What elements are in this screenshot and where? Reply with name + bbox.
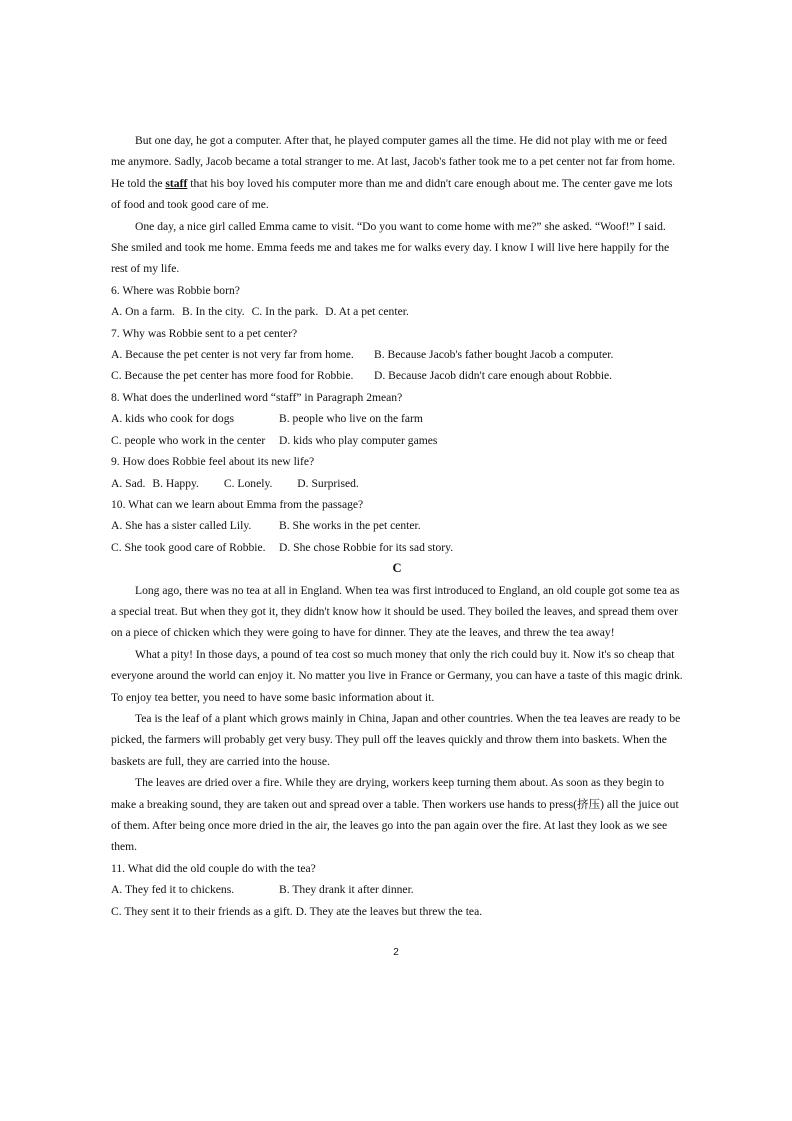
- option-a: A. She has a sister called Lily.: [111, 519, 252, 533]
- option-c: C. Because the pet center has more food for Robbie.: [111, 369, 354, 383]
- passage-c-paragraph-1: Long ago, there was no tea at all in England. When tea was first introduced to England, an old couple got some tea as a special treat. But when they got it, they didn't know how it should be used. They boiled the leaves, and spread them over on a piece of chicken which they were going to have for dinner. They ate the leaves, and threw the tea away!: [111, 583, 680, 640]
- question-stem-8: 8. What does the underlined word “staff” in Paragraph 2mean?: [111, 390, 403, 404]
- option-d: D. They ate the leaves but threw the tea.: [295, 904, 483, 918]
- option-b: B. They drank it after dinner.: [279, 883, 414, 897]
- question-stem-9: 9. How does Robbie feel about its new life?: [111, 455, 315, 469]
- passage-c-paragraph-3: Tea is the leaf of a plant which grows mainly in China, Japan and other countries. When the tea leaves are ready to be picked, the farmers will probably get very busy. They pull off the leaves quickly and throw them into baskets. When the baskets are full, they are carried into the house.: [111, 711, 681, 768]
- question-stem-11: 11. What did the old couple do with the tea?: [111, 861, 316, 875]
- question-options-10-row-1: [111, 515, 683, 536]
- passage-text: But one day, he got a computer. After that, he played computer games all the time. He did not play with me or feed me anymore. Sadly, Jacob became a total stranger to me. At last, Jacob's father took me to a pet center not far from home. He told the: [111, 134, 676, 190]
- option-b: B. She works in the pet center.: [279, 519, 421, 533]
- question-options-6: [111, 301, 683, 322]
- passage-b-paragraph-1: [111, 130, 683, 216]
- option-d: D. kids who play computer games: [279, 433, 438, 447]
- page-content: [111, 130, 683, 922]
- passage-c-paragraph-2: What a pity! In those days, a pound of tea cost so much money that only the rich could buy it. Now it's so cheap that everyone around the world can enjoy it. No matter you live in France or Germany, you can have a taste of this magic drink. To enjoy tea better, you need to have some basic information about it.: [111, 647, 683, 704]
- option-b: B. people who live on the farm: [279, 412, 423, 426]
- option-b: B. In the city.: [181, 305, 245, 319]
- option-a: A. kids who cook for dogs: [111, 412, 235, 426]
- option-a: A. They fed it to chickens.: [111, 883, 235, 897]
- passage-b-paragraph-2: One day, a nice girl called Emma came to visit. “Do you want to come home with me?” she asked. “Woof!” I said. She smiled and took me home. Emma feeds me and takes me for walks every day. I know I will live here happily for the rest of my life.: [111, 219, 670, 276]
- option-c: C. people who work in the center: [111, 433, 266, 447]
- option-d: D. At a pet center.: [325, 305, 409, 319]
- option-c: C. In the park.: [251, 305, 319, 319]
- option-a: A. Because the pet center is not very far from home.: [111, 348, 354, 362]
- question-stem-6: 6. Where was Robbie born?: [111, 283, 240, 297]
- option-d: D. Because Jacob didn't care enough about Robbie.: [374, 369, 613, 383]
- option-b: B. Because Jacob's father bought Jacob a computer.: [374, 348, 614, 362]
- passage-text: that his boy loved his computer more than me and didn't care enough about me. The center gave me lots of food and took good care of me.: [111, 176, 673, 212]
- question-options-8-row-2: [111, 430, 683, 451]
- option-c: C. She took good care of Robbie.: [111, 540, 266, 554]
- question-options-11-row-2: [111, 901, 683, 922]
- question-options-7-row-2: [111, 365, 683, 386]
- option-c: C. Lonely.: [223, 476, 273, 490]
- page-number: 2: [393, 947, 399, 958]
- question-options-11-row-1: [111, 879, 683, 900]
- option-b: B. Happy.: [152, 476, 199, 490]
- option-a: A. Sad.: [111, 476, 146, 490]
- question-options-9: [111, 473, 683, 494]
- option-d: D. Surprised.: [297, 476, 359, 490]
- question-options-10-row-2: [111, 537, 683, 558]
- option-a: A. On a farm.: [111, 305, 176, 319]
- question-stem-7: 7. Why was Robbie sent to a pet center?: [111, 326, 298, 340]
- passage-c-paragraph-4: The leaves are dried over a fire. While they are drying, workers keep turning them about. As soon as they begin to make a breaking sound, they are taken out and spread over a table. Then workers use hands to press(挤压) all the juice out of them. After being once more dried in the air, the leaves go into the pan again over the fire. At last they look as we see them.: [111, 776, 679, 854]
- question-options-8-row-1: [111, 408, 683, 429]
- option-d: D. She chose Robbie for its sad story.: [279, 540, 454, 554]
- section-heading-c: C: [392, 561, 402, 576]
- question-options-7-row-1: [111, 344, 683, 365]
- option-c: C. They sent it to their friends as a gift.: [111, 904, 293, 918]
- underlined-word-staff: staff: [165, 176, 188, 190]
- question-stem-10: 10. What can we learn about Emma from the passage?: [111, 497, 364, 511]
